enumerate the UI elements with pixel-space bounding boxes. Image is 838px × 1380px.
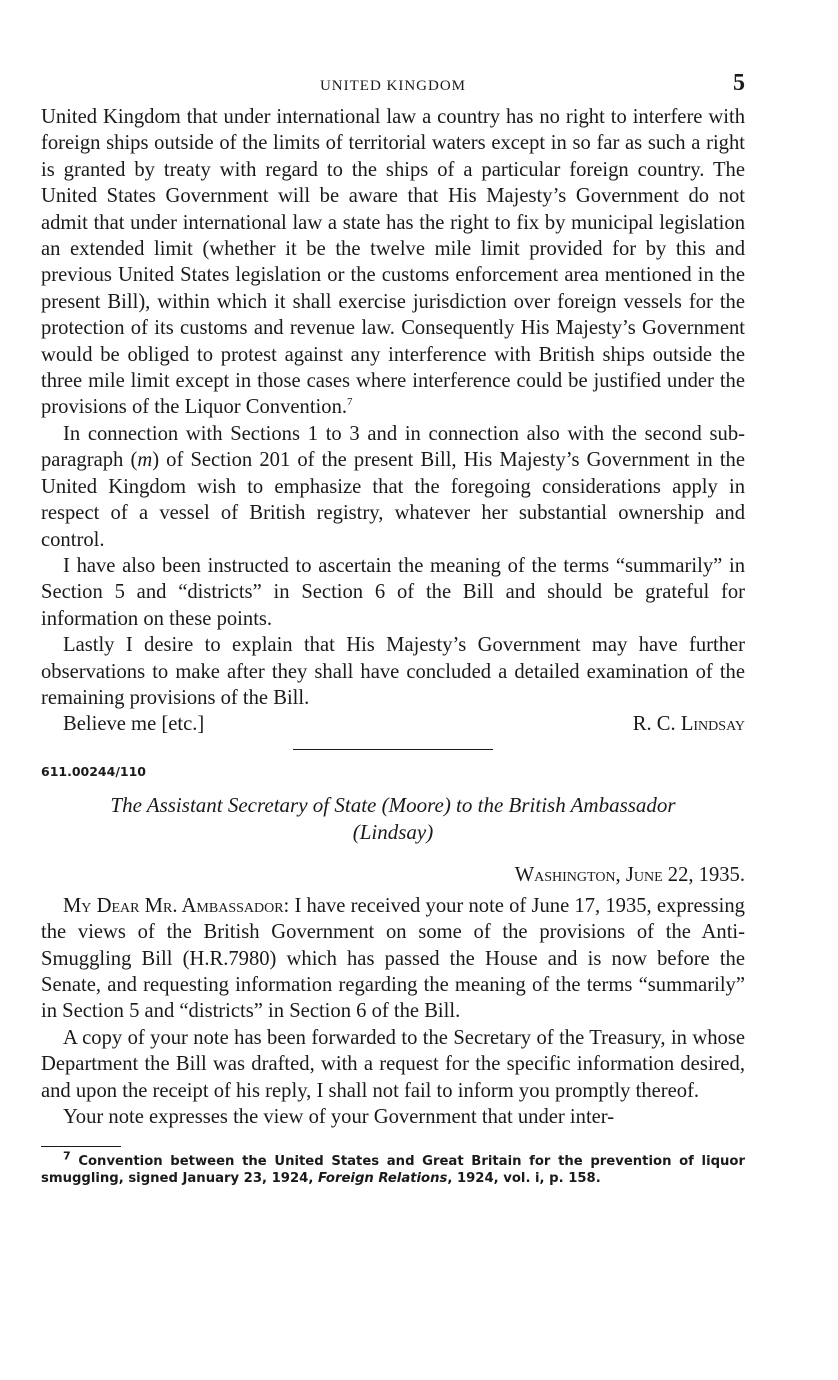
page-number: 5: [733, 70, 745, 96]
running-header: [41, 70, 745, 104]
footnote-reference: 7: [347, 396, 353, 409]
letter2-paragraph-1-text: I have received your note of June 17, 1935, expressing the views of the British Government on some of the provisions of the Anti-Smuggling Bill (H.R.7980) which has passed the House and is now before the Senate, and requesting information regarding the meaning of the terms “summarily” in Section 5 and “districts” in Section 6 of the Bill.: [41, 894, 745, 1023]
signature: R. C. Lindsay: [632, 713, 745, 736]
footnote: [41, 1150, 745, 1187]
document-page: [41, 70, 745, 1187]
footnote-text-b: , 1924, vol. i, p. 158.: [447, 1171, 601, 1187]
file-number: 611.00244/110: [41, 764, 146, 780]
letter2-paragraph-3: Your note expresses the view of your Government that under inter-: [63, 1106, 615, 1128]
letter1-closing: [41, 711, 745, 739]
footnote-divider: [41, 1146, 121, 1147]
subparagraph-letter: m: [137, 449, 153, 472]
letter2-paragraph-2: A copy of your note has been forwarded to the Secretary of the Treasury, in whose Department the Bill was drafted, with a request for the specific information desired, and upon the receipt of his reply, I shall not fail to inform you promptly thereof.: [41, 1026, 745, 1102]
letter-lindsay-continuation: [41, 104, 745, 711]
letter1-paragraph-3: I have also been instructed to ascertain the meaning of the terms “summarily” in Section 5 and “districts” in Section 6 of the Bill and should be grateful for information on these points.: [41, 554, 745, 630]
letter1-paragraph-4: Lastly I desire to explain that His Majesty’s Government may have further observations to make after they shall have concluded a detailed examination of the remaining provisions of the Bill.: [41, 634, 745, 709]
footnote-publication-title: Foreign Relations: [317, 1171, 448, 1187]
salutation: My Dear Mr. Ambassador:: [63, 894, 290, 917]
footnote-marker: 7: [63, 1150, 71, 1164]
closing-phrase: Believe me [etc.]: [63, 713, 205, 736]
letter1-paragraph-1-text: United Kingdom that under international law a country has no right to interfere with foreign ships outside of the limits of territorial waters except in so far as such a right is granted by treaty with regard to the ships of a particular foreign country. The United States Government will be aware that His Majesty’s Government do not admit that under international law a state has the right to fix by municipal legislation an extended limit (whether it be the twelve mile limit provided for by this and previous United States legislation or the customs enforcement area mentioned in the present Bill), within which it shall exercise jurisdiction over foreign vessels for the protection of its customs and revenue law. Consequently His Majesty’s Government would be obliged to protest against any interference with British ships outside the three mile limit except in those cases where interference could be justified under the provisions of the Liquor Convention.: [41, 106, 745, 419]
section-divider: [293, 749, 493, 750]
running-title: UNITED KINGDOM: [319, 78, 467, 94]
letter1-paragraph-2: [41, 421, 745, 553]
letter2-paragraph-1: [41, 893, 745, 1025]
letter2-heading: The Assistant Secretary of State (Moore) to the British Ambassador (Lindsay): [110, 793, 676, 845]
letter1-paragraph-2-text-b: ) of Section 201 of the present Bill, His Majesty’s Government in the United Kingdom wish to emphasize that the foregoing considerations apply in respect of a vessel of British registry, whatever her substantial ownership and control.: [41, 449, 745, 551]
dateline: Washington, June 22, 1935.: [514, 864, 745, 887]
letter1-paragraph-1: [41, 104, 745, 421]
letter-moore: [41, 893, 745, 1131]
letter1-paragraph-2-text-a: In connection with Sections 1 to 3 and in connection also with the second sub-paragraph (: [41, 422, 745, 472]
footnote-text-a: Convention between the United States and Great Britain for the prevention of liquor smuggling, signed January 23, 1924,: [41, 1154, 745, 1187]
